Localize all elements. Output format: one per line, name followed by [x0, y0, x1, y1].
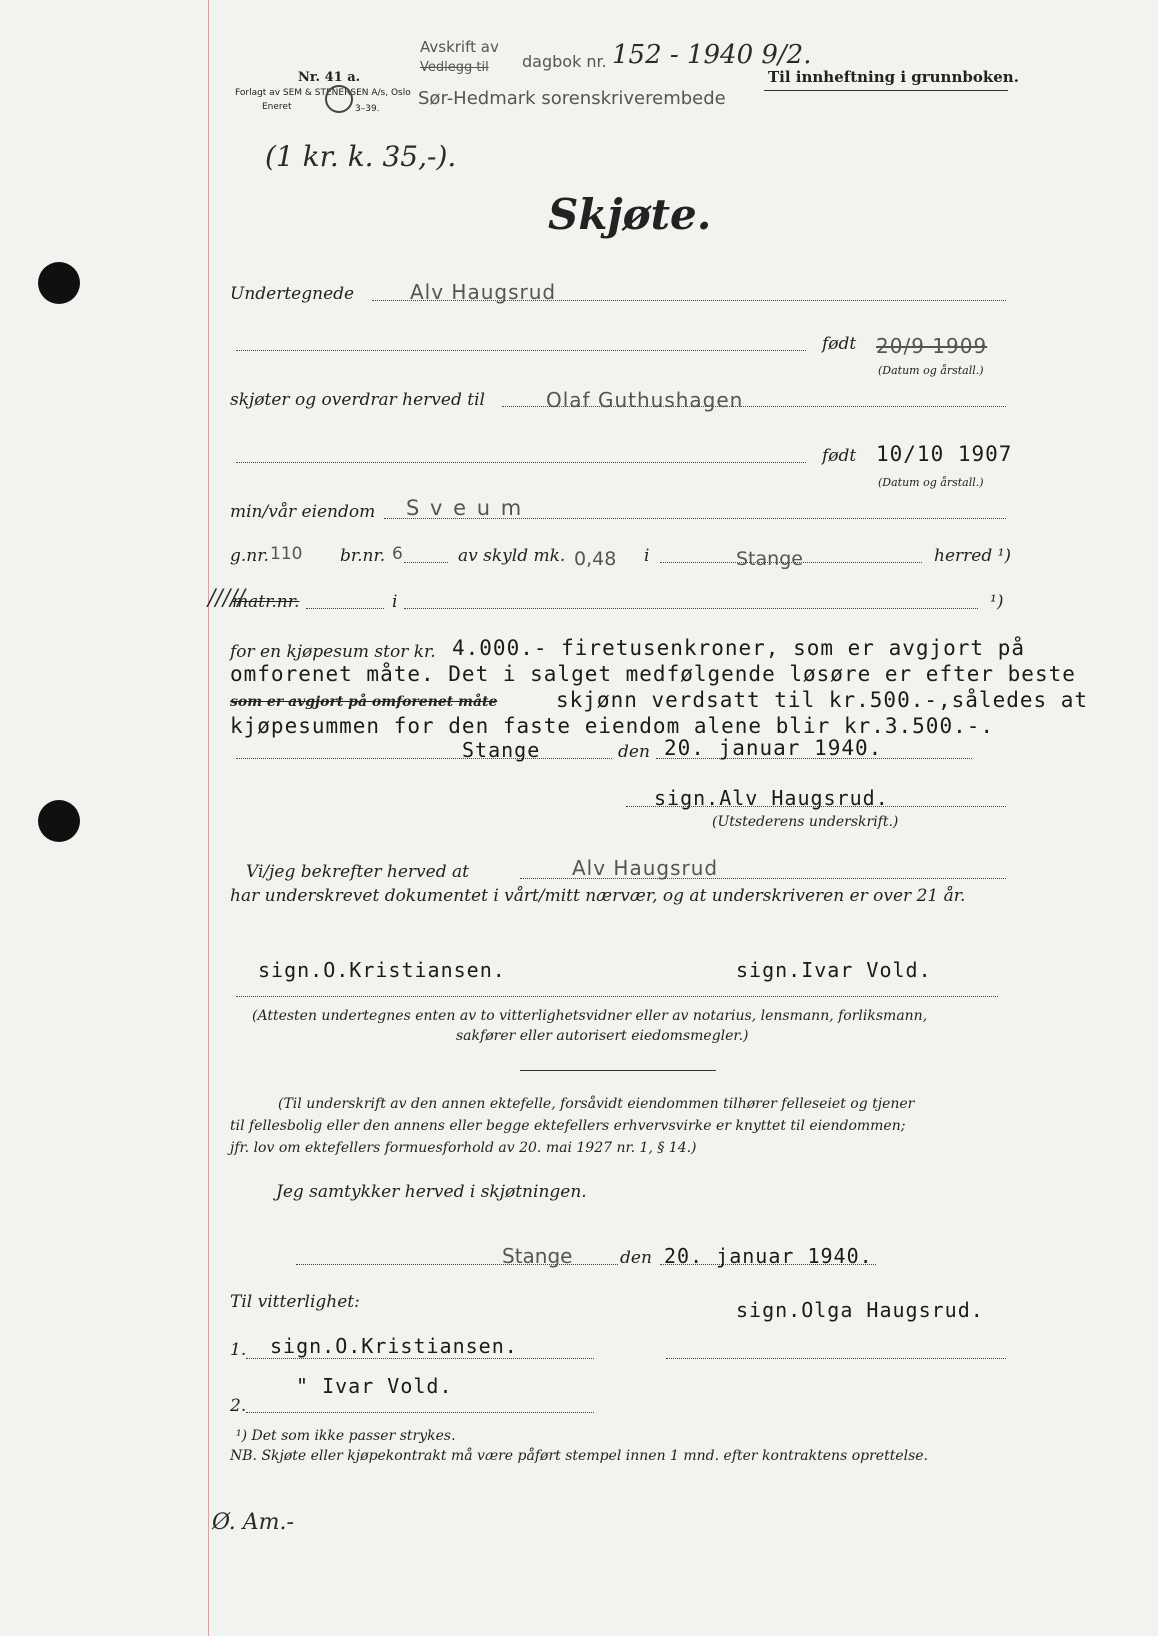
- kjopesum-line4: kjøpesummen for den faste eiendom alene blir kr.3.500.-.: [230, 714, 995, 738]
- matr-handwritten: /////: [208, 586, 246, 611]
- place: Stange: [462, 738, 541, 762]
- spouse-note-line2: til fellesbolig eller den annens eller begge ektefellers erhvervsvirke er knyttet til eiendommen;: [230, 1118, 906, 1134]
- kjopesum-line3: skjønn verdsatt til kr.500.-,således at: [556, 688, 1089, 712]
- witness2-number: 2.: [230, 1396, 247, 1416]
- skyld-label: av skyld mk.: [458, 546, 566, 566]
- witness1-number: 1.: [230, 1340, 247, 1360]
- footnote-nb: NB. Skjøte eller kjøpekontrakt må være påført stempel innen 1 mnd. efter kontraktens oprettelse.: [230, 1448, 929, 1464]
- dotted-line: [236, 350, 806, 351]
- punch-hole: [38, 262, 80, 304]
- publisher-date: 3–39.: [355, 104, 380, 114]
- kjopesum-struck: som er avgjort på omforenet måte: [230, 694, 498, 710]
- kjopesum-line1: 4.000.- firetusenkroner, som er avgjort på: [452, 636, 1026, 660]
- vitterlighet-label: Til vitterlighet:: [230, 1292, 360, 1312]
- dagbok-number: 152 - 1940 9/2.: [612, 40, 812, 70]
- witness-line1-label: Vi/jeg bekrefter herved at: [246, 862, 469, 882]
- fodt-label: født: [822, 446, 857, 466]
- buyer-name: Olaf Guthushagen: [546, 388, 744, 412]
- consent-text: Jeg samtykker herved i skjøtningen.: [276, 1182, 587, 1202]
- datum-hint: (Datum og årstall.): [878, 364, 984, 377]
- matr-i: i: [392, 592, 398, 612]
- skjoter-label: skjøter og overdrar herved til: [230, 390, 485, 410]
- dotted-line: [236, 758, 612, 759]
- form-number: Nr. 41 a.: [298, 70, 361, 85]
- gnr-value: 110: [270, 544, 303, 564]
- seller-signature-label: (Utstederens underskrift.): [712, 814, 899, 830]
- margin-line: [208, 0, 209, 1636]
- undertegnede-label: Undertegnede: [230, 284, 355, 304]
- publisher-eneret: Eneret: [262, 102, 292, 112]
- herred-label: herred ¹): [934, 546, 1012, 566]
- right-title: Til innheftning i grunnboken.: [768, 68, 1019, 86]
- spouse-note-line3: jfr. lov om ektefellers formuesforhold av 20. mai 1927 nr. 1, § 14.): [230, 1140, 697, 1156]
- skyld-value: 0,48: [574, 548, 617, 570]
- dotted-line: [236, 462, 806, 463]
- witness-signature-right: sign.Ivar Vold.: [736, 958, 932, 982]
- spouse-date: 20. januar 1940.: [664, 1244, 873, 1268]
- datum-hint: (Datum og årstall.): [878, 476, 984, 489]
- publisher-logo-icon: [325, 85, 353, 113]
- spouse-signature: sign.Olga Haugsrud.: [736, 1298, 984, 1322]
- gnr-label: g.nr.: [230, 546, 269, 566]
- dotted-line: [306, 608, 384, 609]
- stamp-office: Sør-Hedmark sorenskriverembede: [418, 88, 726, 109]
- eiendom-value: S v e u m: [406, 496, 524, 520]
- i-label: i: [644, 546, 650, 566]
- dotted-line: [666, 1358, 1006, 1359]
- publisher-line: Forlagt av SEM & STENERSEN A/s, Oslo: [235, 88, 411, 98]
- brnr-label: br.nr.: [340, 546, 386, 566]
- handwritten-initials: Ø. Am.-: [212, 1510, 294, 1535]
- seller-born: 20/9 1909: [876, 334, 988, 358]
- dotted-line: [236, 996, 998, 997]
- matr-mark: ¹): [990, 592, 1004, 612]
- date: 20. januar 1940.: [664, 736, 883, 760]
- kjopesum-label: for en kjøpesum stor kr.: [230, 642, 436, 662]
- buyer-born: 10/10 1907: [876, 442, 1013, 466]
- matr-label: matr.nr.: [232, 592, 300, 612]
- witness2-signature: " Ivar Vold.: [296, 1374, 453, 1398]
- herred-value: Stange: [736, 548, 803, 570]
- witness-note-line2: sakfører eller autorisert eiedomsmegler.): [456, 1028, 749, 1044]
- seller-signature: sign.Alv Haugsrud.: [654, 786, 889, 810]
- stamp-avskrift: Avskrift av: [420, 38, 499, 56]
- page-title: Skjøte.: [548, 190, 712, 239]
- witness-signature-left: sign.O.Kristiansen.: [258, 958, 506, 982]
- dotted-line: [246, 1358, 594, 1359]
- spouse-place: Stange: [502, 1244, 573, 1268]
- witness1-signature: sign.O.Kristiansen.: [270, 1334, 518, 1358]
- seller-name: Alv Haugsrud: [410, 280, 557, 304]
- kjopesum-line2: omforenet måte. Det i salget medfølgende løsøre er efter beste: [230, 662, 1076, 686]
- margin-note: (1 kr. k. 35,-).: [265, 140, 457, 173]
- fodt-label: født: [822, 334, 857, 354]
- witness-note-line1: (Attesten undertegnes enten av to vitterlighetsvidner eller av notarius, lensmann, forliksmann,: [252, 1008, 928, 1024]
- eiendom-label: min/vår eiendom: [230, 502, 376, 522]
- dotted-line: [404, 562, 448, 563]
- right-title-underline: [764, 90, 1008, 91]
- stamp-dagbok: dagbok nr.: [522, 52, 607, 71]
- spouse-note-line1: (Til underskrift av den annen ektefelle, forsåvidt eiendommen tilhører felleseiet og tjener: [278, 1096, 915, 1112]
- witness-line2: har underskrevet dokumentet i vårt/mitt nærvær, og at underskriveren er over 21 år.: [230, 886, 966, 906]
- witness-line1-name: Alv Haugsrud: [572, 856, 719, 880]
- stamp-vedlegg: Vedlegg til: [420, 60, 489, 75]
- den-label: den: [618, 742, 650, 762]
- dotted-line: [404, 608, 978, 609]
- section-divider: [520, 1070, 716, 1071]
- footnote-1: ¹) Det som ikke passer strykes.: [236, 1428, 456, 1444]
- brnr-value: 6: [392, 544, 403, 564]
- punch-hole: [38, 800, 80, 842]
- dotted-line: [246, 1412, 594, 1413]
- spouse-den-label: den: [620, 1248, 652, 1268]
